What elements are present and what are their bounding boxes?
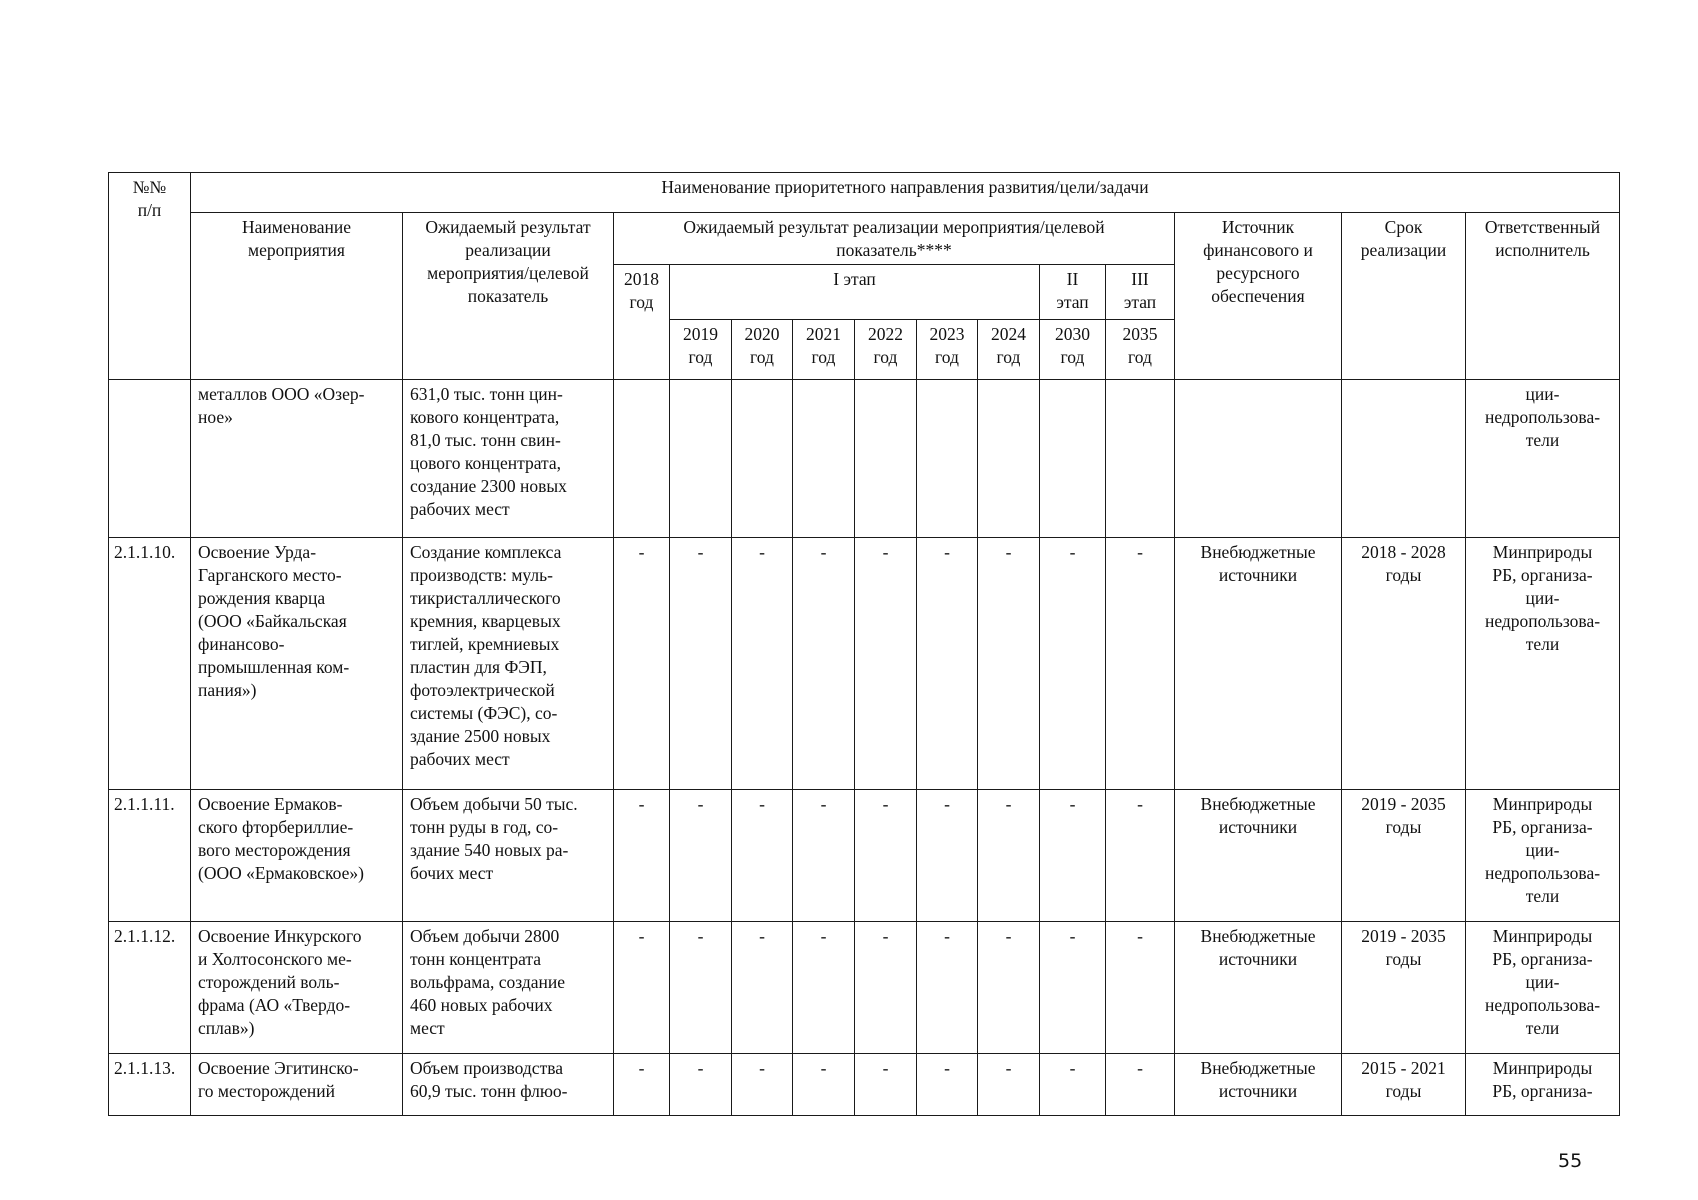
- expected-result: [403, 380, 614, 538]
- responsible: [1466, 380, 1620, 538]
- year-value-text: -: [1069, 926, 1076, 946]
- header-year-2024: 2024 год: [978, 320, 1040, 380]
- header-row-1: [109, 173, 1620, 213]
- activity-name-text: Освоение Эгитинско- го месторождений: [198, 1058, 359, 1101]
- year-value: [670, 790, 732, 922]
- financing-source: [1175, 922, 1342, 1054]
- responsible-text: Минприроды РБ, организа- ции- недропользова- тели: [1484, 542, 1601, 654]
- year-value-text: -: [759, 794, 765, 814]
- year-value-text: -: [1005, 542, 1012, 562]
- year-value-text: -: [638, 1058, 645, 1078]
- year-value: [614, 922, 670, 1054]
- header-stage-2: II этап: [1040, 265, 1106, 320]
- row-number: [109, 790, 191, 922]
- row-number: [109, 538, 191, 790]
- responsible: [1466, 538, 1620, 790]
- year-value: [614, 790, 670, 922]
- year-value-text: -: [944, 794, 950, 814]
- year-value: [978, 538, 1040, 790]
- year-value-text: -: [882, 926, 889, 946]
- term-text: 2019 - 2035 годы: [1361, 794, 1446, 837]
- year-value: [670, 922, 732, 1054]
- year-value-text: -: [820, 542, 827, 562]
- header-stage-1: I этап: [670, 265, 1040, 320]
- year-value: [855, 380, 917, 538]
- row-number-text: 2.1.1.12.: [114, 926, 176, 946]
- year-value: [614, 538, 670, 790]
- header-financing-source: Источник финансового и ресурсного обеспечения: [1175, 213, 1342, 380]
- year-value: [855, 1054, 917, 1116]
- row-number-text: 2.1.1.11.: [114, 794, 175, 814]
- year-value-text: -: [697, 1058, 704, 1078]
- year-value-text: -: [1069, 542, 1076, 562]
- financing-source: [1175, 380, 1342, 538]
- year-value-text: -: [820, 1058, 827, 1078]
- year-value: [1106, 790, 1175, 922]
- year-value: [978, 922, 1040, 1054]
- year-value-text: -: [1005, 1058, 1012, 1078]
- expected-result: [403, 922, 614, 1054]
- expected-result-text: 631,0 тыс. тонн цин- кового концентрата, 81,0 тыс. тонн свин- цового концентрата, создание 2300 новых рабочих мест: [410, 384, 567, 519]
- financing-source-text: Внебюджетные источники: [1200, 542, 1316, 585]
- year-value: [917, 380, 978, 538]
- year-value: [1040, 538, 1106, 790]
- header-year-2019: 2019 год: [670, 320, 732, 380]
- activity-name: [191, 538, 403, 790]
- table-row: [109, 538, 1620, 790]
- year-value-text: -: [1005, 794, 1012, 814]
- year-value: [793, 380, 855, 538]
- term: [1342, 790, 1466, 922]
- year-value: [1106, 538, 1175, 790]
- year-value-text: -: [697, 542, 704, 562]
- year-value: [917, 790, 978, 922]
- header-priority-direction: Наименование приоритетного направления развития/цели/задачи: [191, 173, 1620, 213]
- year-value-text: -: [1137, 542, 1143, 562]
- header-term: Срок реализации: [1342, 213, 1466, 380]
- year-value: [793, 1054, 855, 1116]
- year-value: [732, 1054, 793, 1116]
- term-text: 2019 - 2035 годы: [1361, 926, 1446, 969]
- year-value-text: -: [1005, 926, 1012, 946]
- activity-name-text: Освоение Инкурского и Холтосонского ме- сторождений воль- фрама (АО «Твердо- сплав»): [198, 926, 362, 1038]
- responsible-text: Минприроды РБ, организа- ции- недропользова- тели: [1484, 926, 1601, 1038]
- responsible: [1466, 1054, 1620, 1116]
- financing-source-text: Внебюджетные источники: [1200, 794, 1316, 837]
- year-value-text: -: [882, 1058, 889, 1078]
- page-number: 55: [1558, 1150, 1583, 1172]
- year-value: [670, 538, 732, 790]
- year-value: [670, 380, 732, 538]
- expected-result: [403, 538, 614, 790]
- year-value: [793, 790, 855, 922]
- year-value-text: -: [944, 1058, 950, 1078]
- activity-name-text: Освоение Ермаков- ского фторбериллие- вого месторождения (ООО «Ермаковское»): [198, 794, 364, 883]
- year-value-text: -: [882, 542, 889, 562]
- year-value: [793, 922, 855, 1054]
- financing-source-text: Внебюджетные источники: [1200, 926, 1316, 969]
- header-expected-result: Ожидаемый результат реализации мероприятия/целевой показатель: [403, 213, 614, 380]
- term-text: 2015 - 2021 годы: [1361, 1058, 1446, 1101]
- activity-name-text: металлов ООО «Озер- ное»: [198, 384, 365, 427]
- term: [1342, 538, 1466, 790]
- activity-name: [191, 922, 403, 1054]
- year-value: [917, 1054, 978, 1116]
- header-year-2030: 2030 год: [1040, 320, 1106, 380]
- year-value-text: -: [697, 794, 704, 814]
- row-number: [109, 380, 191, 538]
- activity-name-text: Освоение Урда- Гарганского место- рождения кварца (ООО «Байкальская финансово- промышленная ком- пания»): [198, 542, 350, 700]
- year-value-text: -: [820, 926, 827, 946]
- year-value-text: -: [1137, 926, 1143, 946]
- year-value-text: -: [759, 926, 765, 946]
- header-activity-name: Наименование мероприятия: [191, 213, 403, 380]
- year-value: [1106, 922, 1175, 1054]
- financing-source-text: Внебюджетные источники: [1200, 1058, 1316, 1101]
- year-value-text: -: [759, 1058, 765, 1078]
- term: [1342, 922, 1466, 1054]
- year-value: [1106, 380, 1175, 538]
- term: [1342, 380, 1466, 538]
- year-value: [732, 538, 793, 790]
- year-value: [855, 922, 917, 1054]
- term-text: 2018 - 2028 годы: [1361, 542, 1446, 585]
- table-row: [109, 1054, 1620, 1116]
- header-year-2018: 2018 год: [614, 265, 670, 380]
- year-value: [1040, 790, 1106, 922]
- year-value-text: -: [944, 926, 950, 946]
- row-number-text: 2.1.1.13.: [114, 1058, 176, 1078]
- row-number: [109, 1054, 191, 1116]
- financing-source: [1175, 538, 1342, 790]
- year-value: [1040, 922, 1106, 1054]
- year-value: [1106, 1054, 1175, 1116]
- responsible: [1466, 922, 1620, 1054]
- year-value-text: -: [697, 926, 704, 946]
- expected-result: [403, 1054, 614, 1116]
- year-value-text: -: [638, 794, 645, 814]
- header-expected-result-by-year: Ожидаемый результат реализации мероприятия/целевой показатель****: [614, 213, 1175, 265]
- responsible-text: Минприроды РБ, организа-: [1492, 1058, 1593, 1101]
- year-value: [732, 790, 793, 922]
- year-value-text: -: [638, 542, 645, 562]
- year-value: [614, 1054, 670, 1116]
- header-year-2021: 2021 год: [793, 320, 855, 380]
- year-value: [614, 380, 670, 538]
- activity-name: [191, 1054, 403, 1116]
- expected-result-text: Создание комплекса производств: муль- тикристаллического кремния, кварцевых тиглей, кремниевых пластин для ФЭП, фотоэлектрической системы (ФЭС), со- здание 2500 новых рабочих мест: [410, 542, 562, 769]
- year-value: [793, 538, 855, 790]
- year-value-text: -: [1069, 794, 1076, 814]
- activity-name: [191, 790, 403, 922]
- activities-table: [108, 172, 1620, 1116]
- header-year-2035: 2035 год: [1106, 320, 1175, 380]
- year-value-text: -: [820, 794, 827, 814]
- year-value: [855, 538, 917, 790]
- header-responsible: Ответственный исполнитель: [1466, 213, 1620, 380]
- header-row-2: [109, 213, 1620, 265]
- responsible-text: ции- недропользова- тели: [1484, 384, 1601, 450]
- year-value: [855, 790, 917, 922]
- year-value-text: -: [1137, 1058, 1143, 1078]
- responsible: [1466, 790, 1620, 922]
- expected-result: [403, 790, 614, 922]
- expected-result-text: Объем добычи 2800 тонн концентрата вольфрама, создание 460 новых рабочих мест: [410, 926, 565, 1038]
- responsible-text: Минприроды РБ, организа- ции- недропользова- тели: [1484, 794, 1601, 906]
- expected-result-text: Объем добычи 50 тыс. тонн руды в год, со- здание 540 новых ра- бочих мест: [410, 794, 578, 883]
- year-value-text: -: [638, 926, 645, 946]
- activity-name: [191, 380, 403, 538]
- financing-source: [1175, 1054, 1342, 1116]
- year-value-text: -: [882, 794, 889, 814]
- header-year-2022: 2022 год: [855, 320, 917, 380]
- year-value: [917, 538, 978, 790]
- year-value-text: -: [759, 542, 765, 562]
- expected-result-text: Объем производства 60,9 тыс. тонн флюо-: [410, 1058, 568, 1101]
- year-value: [732, 922, 793, 1054]
- year-value-text: -: [1069, 1058, 1076, 1078]
- year-value-text: -: [1137, 794, 1143, 814]
- header-year-2023: 2023 год: [917, 320, 978, 380]
- year-value: [732, 380, 793, 538]
- year-value-text: -: [944, 542, 950, 562]
- financing-source: [1175, 790, 1342, 922]
- table-row: [109, 922, 1620, 1054]
- term: [1342, 1054, 1466, 1116]
- year-value: [917, 922, 978, 1054]
- year-value: [1040, 380, 1106, 538]
- year-value: [978, 380, 1040, 538]
- year-value: [978, 790, 1040, 922]
- header-number: №№ п/п: [109, 173, 191, 380]
- row-number-text: 2.1.1.10.: [114, 542, 176, 562]
- year-value: [1040, 1054, 1106, 1116]
- header-stage-3: III этап: [1106, 265, 1175, 320]
- row-number: [109, 922, 191, 1054]
- header-year-2020: 2020 год: [732, 320, 793, 380]
- year-value: [978, 1054, 1040, 1116]
- table-row: [109, 790, 1620, 922]
- table-row: [109, 380, 1620, 538]
- year-value: [670, 1054, 732, 1116]
